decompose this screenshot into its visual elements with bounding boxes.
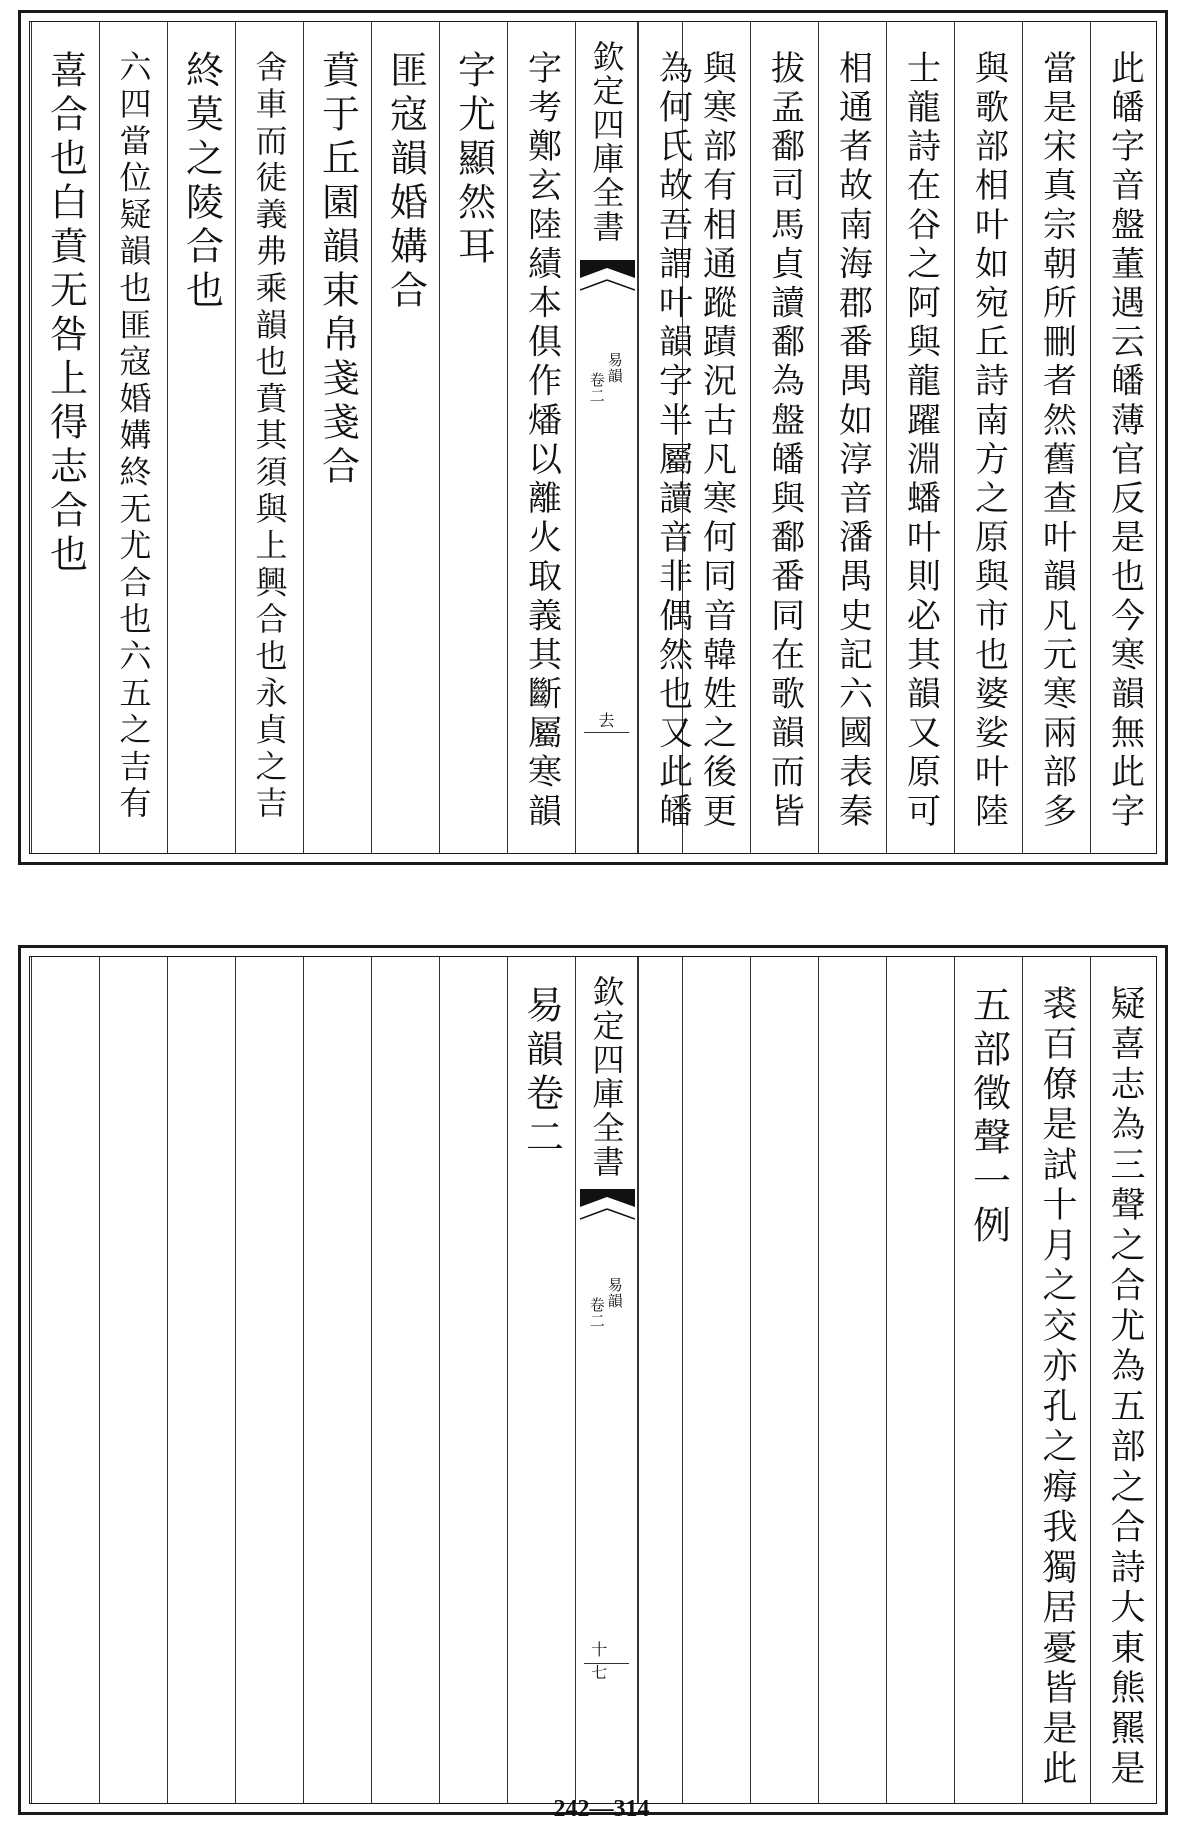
column-text: 字尤顯然耳 (451, 50, 496, 270)
text-column (638, 957, 706, 1803)
column-text: 裘百僚是試十月之交亦孔之痗我獨居憂皆是此 (1037, 985, 1077, 1790)
library-title: 欽定四庫全書 (587, 975, 626, 1179)
page-rule (584, 1663, 629, 1664)
text-column (371, 22, 439, 853)
text-column (750, 957, 818, 1803)
text-column (638, 22, 706, 853)
text-column (507, 957, 575, 1803)
page-number: 去 (598, 711, 615, 730)
volume-label: 卷二 (587, 1297, 606, 1329)
text-column (167, 957, 235, 1803)
bottom-page (18, 945, 1168, 1815)
text-column (818, 22, 886, 853)
column-text: 終莫之陵合也 (179, 50, 224, 314)
text-column (886, 957, 954, 1803)
book-title: 易韻 (605, 1277, 624, 1309)
volume-label: 卷二 (587, 372, 606, 404)
library-title: 欽定四庫全書 (587, 40, 626, 244)
column-text: 喜合也白賁无咎上得志合也 (43, 50, 88, 578)
text-column (1090, 22, 1158, 853)
bottom-page-frame (29, 956, 1157, 1804)
column-text: 士龍詩在谷之阿與龍躍淵蟠叶則必其韻又原可 (900, 50, 941, 832)
column-text: 與寒部有相通蹤蹟況古凡寒何同音韓姓之後更 (696, 50, 737, 832)
text-column (1090, 957, 1158, 1803)
column-text: 為何氏故吾謂叶韻字半屬讀音非偶然也又此皤 (652, 50, 693, 832)
text-column (818, 957, 886, 1803)
column-text: 疑喜志為三聲之合尤為五部之合詩大東熊羆是 (1105, 985, 1145, 1790)
top-page (18, 10, 1168, 865)
text-column (31, 22, 99, 853)
text-column (1022, 22, 1090, 853)
column-text: 此皤字音盤董遇云皤薄官反是也今寒韻無此字 (1104, 50, 1145, 832)
page-number: 十七 (591, 1640, 608, 1682)
column-text: 字考鄭玄陸績本俱作燔以離火取義其斷屬寒韻 (521, 50, 562, 832)
column-text: 賁于丘園韻束帛戔戔合 (315, 50, 360, 490)
text-column (439, 22, 507, 853)
text-column (235, 957, 303, 1803)
column-text: 匪寇韻婚媾合 (383, 50, 428, 314)
text-column (886, 22, 954, 853)
text-column (99, 22, 167, 853)
text-column (507, 22, 575, 853)
text-column (371, 957, 439, 1803)
text-column (303, 957, 371, 1803)
top-page-frame (29, 21, 1157, 854)
column-text: 五部徵聲一例 (966, 985, 1011, 1249)
text-column (167, 22, 235, 853)
text-column (1022, 957, 1090, 1803)
fishtail-mark-icon (580, 260, 635, 296)
page-footer-code: 242—314 (553, 1796, 650, 1822)
text-column (303, 22, 371, 853)
column-text: 易韻卷二 (519, 985, 564, 1161)
column-text: 相通者故南海郡番禺如淳音潘禺史記六國表秦 (832, 50, 873, 832)
text-column (235, 22, 303, 853)
book-title: 易韻 (605, 352, 624, 384)
bottom-center-column (575, 957, 638, 1803)
text-column (954, 22, 1022, 853)
column-text: 六四當位疑韻也匪寇婚媾終无尤合也六五之吉有 (114, 50, 153, 823)
column-text: 舍車而徒義弗乘韻也賁其須與上興合也永貞之吉 (250, 50, 289, 823)
column-text: 當是宋真宗朝所刪者然舊查叶韻凡元寒兩部多 (1036, 50, 1077, 832)
column-text: 拔孟鄱司馬貞讀鄱為盤皤與鄱番同在歌韻而皆 (764, 50, 805, 832)
text-column (99, 957, 167, 1803)
text-column (954, 957, 1022, 1803)
text-column (439, 957, 507, 1803)
text-column (31, 957, 99, 1803)
column-text: 與歌部相叶如宛丘詩南方之原與市也婆娑叶陸 (968, 50, 1009, 832)
page-rule (584, 732, 629, 733)
fishtail-mark-icon (580, 1189, 635, 1225)
top-center-column (575, 22, 638, 853)
text-column (750, 22, 818, 853)
